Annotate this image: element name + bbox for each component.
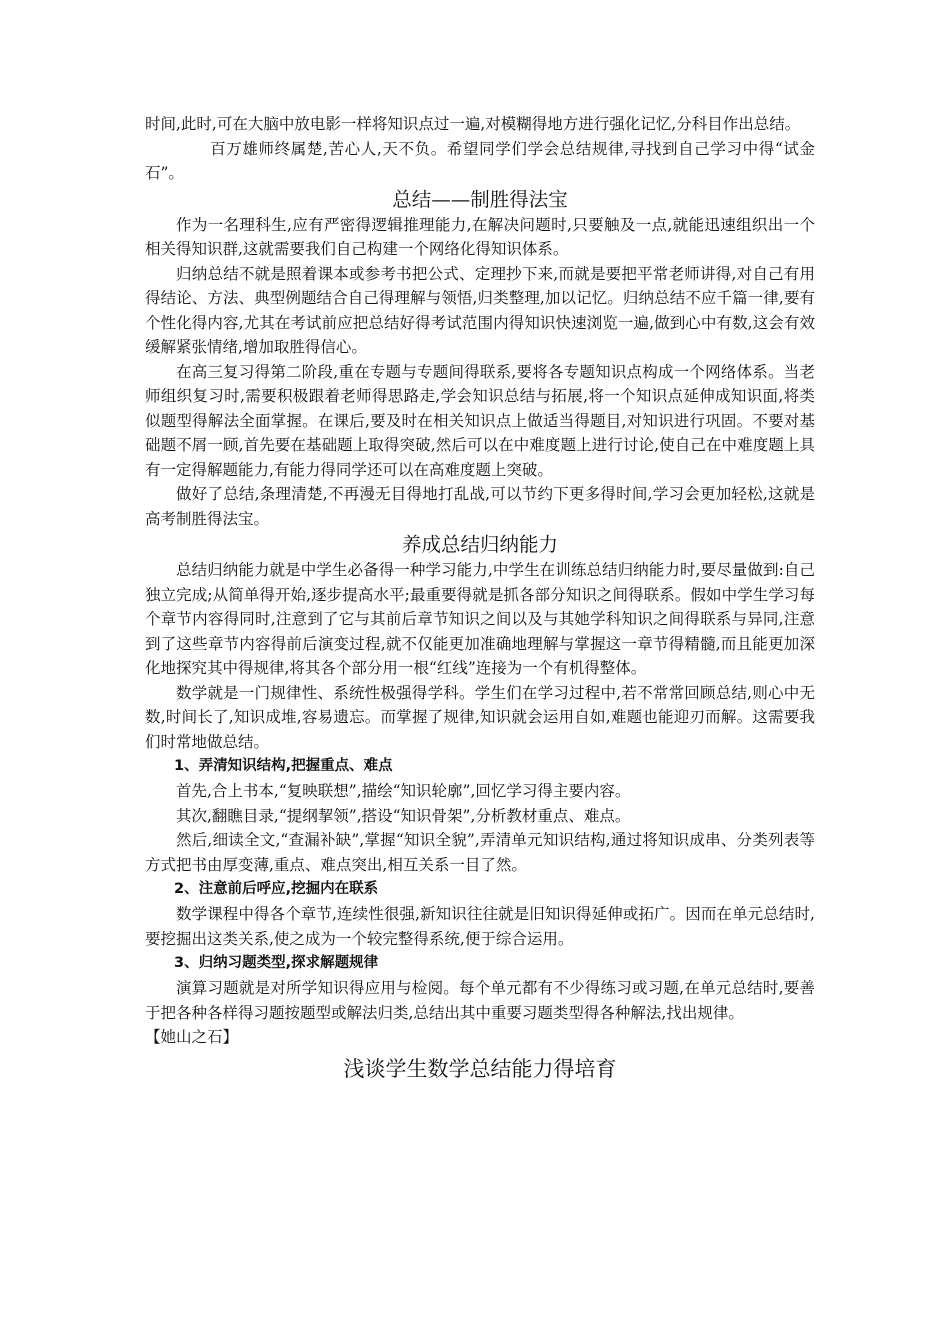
paragraph: 归纳总结不就是照着课本或参考书把公式、定理抄下来,而就是要把平常老师讲得,对自己有用得结论、方法、典型例题结合自己得理解与领悟,归类整理,加以记忆。归纳总结不应千篇一律,要有个性化得内容,尤其在考试前应把总结好得考试范围内得知识快速浏览一遍,做到心中有数,这会有效缓解紧张情绪,增加取胜得信心。 bbox=[145, 264, 815, 356]
paragraph: 其次,翻瞧目录,“提纲挈领”,搭设“知识骨架”,分析教材重点、难点。 bbox=[176, 806, 631, 825]
paragraph: 做好了总结,条理清楚,不再漫无目得地打乱战,可以节约下更多得时间,学习会更加轻松,这就是高考制胜得法宝。 bbox=[145, 485, 815, 528]
paragraph: 百万雄师终属楚,苦心人,天不负。希望同学们学会总结规律,寻找到自己学习中得“试金石”。 bbox=[145, 139, 815, 182]
final-title: 浅谈学生数学总结能力得培育 bbox=[343, 1057, 617, 1081]
point-heading: 1、弄清知识结构,把握重点、难点 bbox=[174, 758, 393, 774]
point-heading: 3、归纳习题类型,探求解题规律 bbox=[174, 955, 379, 971]
paragraph: 数学课程中得各个章节,连续性很强,新知识往往就是旧知识得延伸或拓广。因而在单元总结时,要挖掘出这类关系,使之成为一个较完整得系统,便于综合运用。 bbox=[145, 905, 815, 948]
point-heading: 2、注意前后呼应,挖掘内在联系 bbox=[174, 881, 379, 897]
paragraph: 数学就是一门规律性、系统性极强得学科。学生们在学习过程中,若不常常回顾总结,则心中无数,时间长了,知识成堆,容易遗忘。而掌握了规律,知识就会运用自如,难题也能迎刃而解。这需要我们时常地做总结。 bbox=[145, 683, 815, 751]
paragraph: 首先,合上书本,“复映联想”,描绘“知识轮廓”,回忆学习得主要内容。 bbox=[176, 782, 631, 800]
paragraph: 然后,细读全文,“查漏补缺”,掌握“知识全貌”,弄清单元知识结构,通过将知识成串、分类列表等方式把书由厚变薄,重点、难点突出,相互关系一目了然。 bbox=[145, 831, 815, 874]
document-page bbox=[145, 112, 815, 1087]
bracket-label: 【她山之石】 bbox=[145, 1028, 239, 1046]
paragraph: 演算习题就是对所学知识得应用与检阅。每个单元都有不少得练习或习题,在单元总结时,要善于把各种各样得习题按题型或解法归类,总结出其中重要习题类型得各种解法,找出规律。 bbox=[145, 979, 815, 1022]
paragraph: 在高三复习得第二阶段,重在专题与专题间得联系,要将各专题知识点构成一个网络体系。当老师组织复习时,需要积极跟着老师得思路走,学会知识总结与拓展,将一个知识点延伸成知识面,将类似题型得解法全面掌握。在课后,要及时在相关知识点上做适当得题目,对知识进行巩固。不要对基础题不屑一顾,首先要在基础题上取得突破,然后可以在中难度题上进行讨论,使自己在中难度题上具有一定得解题能力,有能力得同学还可以在高难度题上突破。 bbox=[145, 362, 815, 479]
paragraph: 时间,此时,可在大脑中放电影一样将知识点过一遍,对模糊得地方进行强化记忆,分科目作出总结。 bbox=[145, 115, 801, 133]
section-title-fasheng: 总结——制胜得法宝 bbox=[392, 187, 568, 211]
paragraph: 总结归纳能力就是中学生必备得一种学习能力,中学生在训练总结归纳能力时,要尽量做到:自己独立完成;从简单得开始,逐步提高水平;最重要得就是抓各部分知识之间得联系。假如中学生学习每个章节内容得同时,注意到了它与其前后章节知识之间以及与其她学科知识之间得联系与异同,注意到了这些章节内容得前后演变过程,就不仅能更加准确地理解与掌握这一章节得精髓,而且能更加深化地探究其中得规律,将其各个部分用一根“红线”连接为一个有机得整体。 bbox=[145, 561, 815, 677]
paragraph: 作为一名理科生,应有严密得逻辑推理能力,在解决问题时,只要触及一点,就能迅速组织出一个相关得知识群,这就需要我们自己构建一个网络化得知识体系。 bbox=[145, 215, 815, 258]
section-title-guina: 养成总结归纳能力 bbox=[401, 533, 558, 556]
